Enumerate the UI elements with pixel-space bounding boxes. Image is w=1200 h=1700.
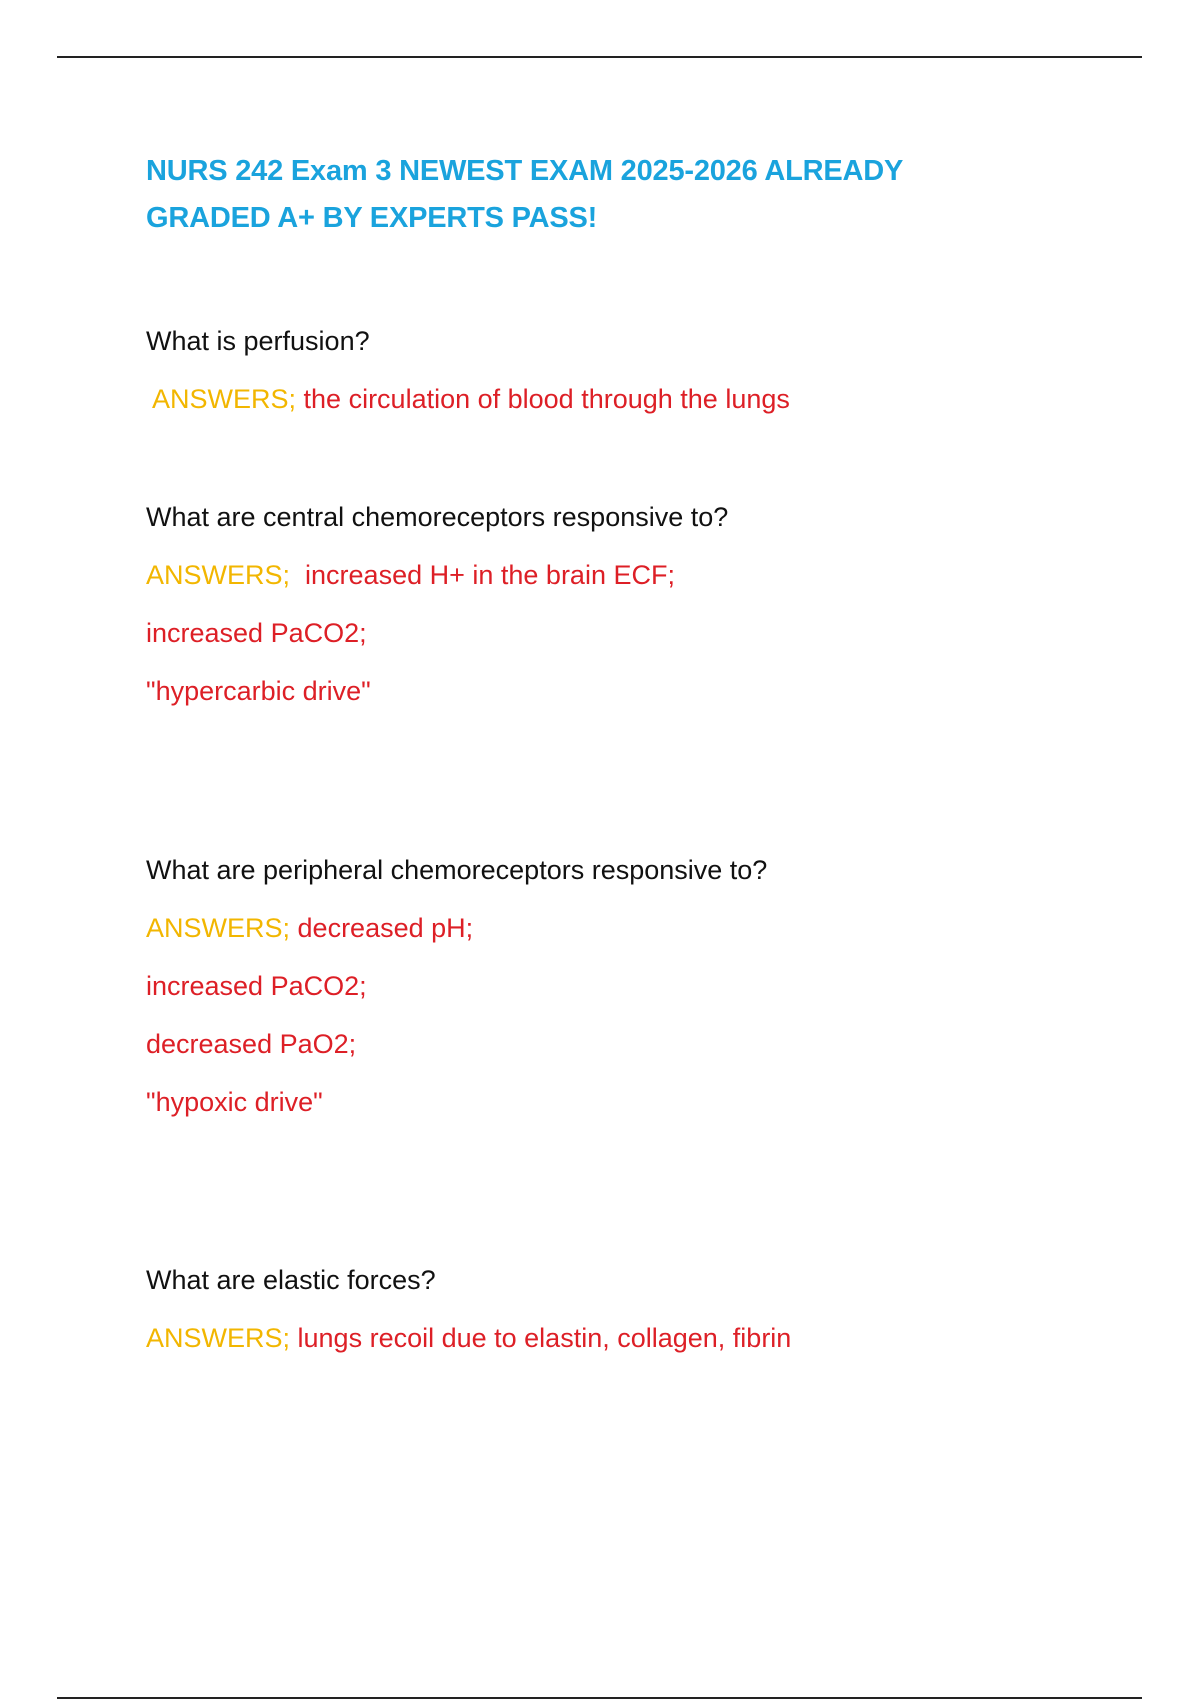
- question-text: What are central chemoreceptors responsive to?: [146, 502, 729, 532]
- answer-text: decreased pH;: [297, 913, 474, 943]
- answer-text: increased PaCO2;: [146, 971, 367, 1001]
- answer-line: [146, 674, 1146, 708]
- answer-line: [146, 382, 1146, 416]
- answer-prefix: ANSWERS;: [146, 1323, 298, 1353]
- answer-prefix: ANSWERS;: [146, 384, 304, 414]
- document-title: [146, 148, 1146, 242]
- qa-block-peripheral-chemoreceptors: [146, 853, 1146, 1119]
- answer-prefix: ANSWERS;: [146, 560, 306, 590]
- answer-line: [146, 1085, 1146, 1119]
- qa-block-central-chemoreceptors: [146, 500, 1146, 708]
- answer-text: "hypoxic drive": [146, 1087, 323, 1117]
- answer-line: [146, 969, 1146, 1003]
- answer-text: "hypercarbic drive": [146, 676, 371, 706]
- qa-block-perfusion: [146, 324, 1146, 416]
- answer-text: increased H+ in the brain ECF;: [305, 560, 675, 590]
- title-line-2: GRADED A+ BY EXPERTS PASS!: [146, 202, 598, 234]
- title-line-1: NURS 242 Exam 3 NEWEST EXAM 2025-2026 ALREADY: [146, 155, 904, 187]
- qa-block-elastic-forces: [146, 1263, 1146, 1355]
- answer-line: [146, 558, 1146, 592]
- document-content: [146, 148, 1146, 1353]
- bottom-rule: [57, 1697, 1142, 1699]
- answer-prefix: ANSWERS;: [146, 913, 298, 943]
- answer-text: the circulation of blood through the lungs: [303, 384, 790, 414]
- answer-line: [146, 1027, 1146, 1061]
- question-text: What are peripheral chemoreceptors responsive to?: [146, 855, 768, 885]
- answer-line: [146, 1321, 1146, 1355]
- answer-line: [146, 911, 1146, 945]
- answer-text: decreased PaO2;: [146, 1029, 357, 1059]
- question-text: What is perfusion?: [146, 326, 370, 356]
- answer-line: [146, 616, 1146, 650]
- top-rule: [57, 56, 1142, 58]
- answer-text: increased PaCO2;: [146, 618, 367, 648]
- question-text: What are elastic forces?: [146, 1265, 436, 1295]
- answer-text: lungs recoil due to elastin, collagen, fibrin: [297, 1323, 792, 1353]
